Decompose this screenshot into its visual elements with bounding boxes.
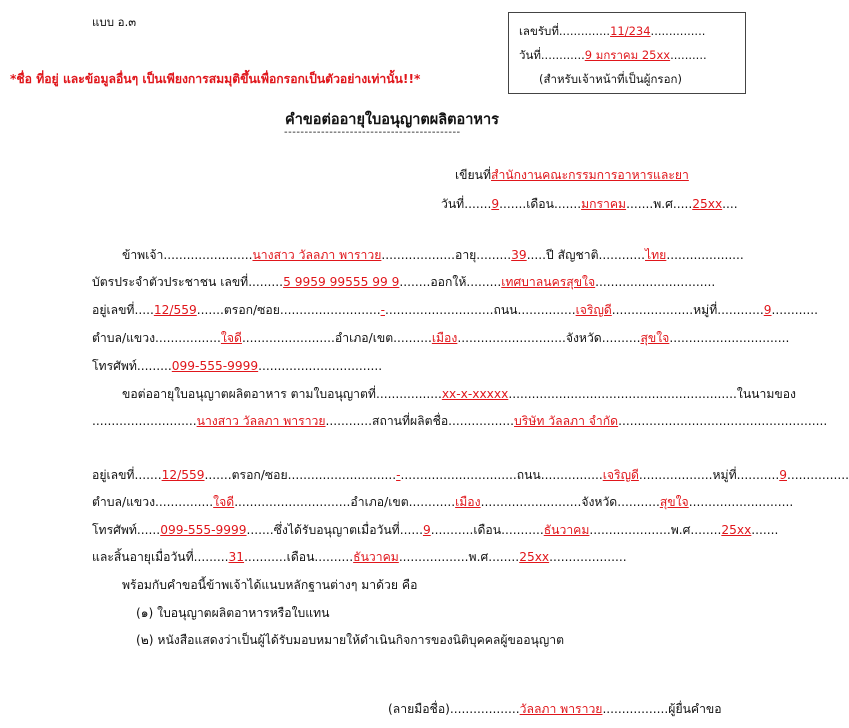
expiry-year: 25xx (519, 550, 550, 564)
form-code: แบบ อ.๓ (92, 15, 137, 29)
plant-district: เมือง (455, 495, 481, 509)
plant-name: บริษัท วัลลภา จำกัด (514, 414, 619, 428)
id-card-number: 5 9959 99555 99 9 (283, 275, 400, 289)
phone: 099-555-9999 (171, 359, 259, 373)
signature-name: วัลลภา พาราวย (519, 702, 603, 716)
permit-day: 9 (422, 523, 431, 537)
receipt-date-line: วันที่............9 มกราคม 25xx.......... (519, 48, 707, 62)
date-year: 25xx (692, 197, 723, 211)
written-at-line: เขียนที่สำนักงานคณะกรรมการอาหารและยา (455, 168, 689, 182)
plant-province: สุขใจ (659, 495, 689, 509)
page-title: คำขอต่ออายุใบอนุญาตผลิตอาหาร (285, 112, 499, 128)
warning-text: *ชื่อ ที่อยู่ และข้อมูลอื่นๆ เป็นเพียงการสมมุติขึ้นเพื่อกรอกเป็นตัวอย่างเท่านั้น!!* (10, 72, 421, 86)
title-underline: ------------------------------------------- (284, 127, 461, 138)
receipt-box (508, 12, 746, 94)
license-owner: นางสาว วัลลภา พาราวย (196, 414, 326, 428)
plant-line: ...........................นางสาว วัลลภา พาราวย............สถานที่ผลิตชื่อ.................บริษัท วัลลภา จำกัด...................................................... (92, 414, 828, 428)
plant-area-line: ตำบล/แขวง...............ใจดี..............................อำเภอ/เขต............เมือง..........................จังหวัด...........สุขใจ........................... (92, 495, 794, 509)
receipt-no: 11/234 (610, 24, 651, 38)
house-no: 12/559 (153, 303, 197, 317)
expiry-day: 31 (228, 550, 245, 564)
date-month: มกราคม (581, 197, 627, 211)
receipt-date: 9 มกราคม 25xx (584, 48, 671, 62)
applicant-line: ข้าพเจ้า.......................นางสาว วัลลภา พาราวย...................อายุ.........39.....ปี สัญชาติ............ไทย.................... (122, 248, 744, 262)
permit-month: ธันวาคม (543, 523, 590, 537)
signature-line: (ลายมือชื่อ)..................วัลลภา พาราวย.................ผู้ยื่นคำขอ (388, 702, 722, 716)
attachments-intro: พร้อมกับคำขอนี้ข้าพเจ้าได้แนบหลักฐานต่างๆ มาด้วย คือ (122, 578, 418, 592)
attachment-1: (๑) ใบอนุญาตผลิตอาหารหรือใบแทน (136, 606, 330, 620)
plant-phone: 099-555-9999 (160, 523, 247, 537)
attachment-2: (๒) หนังสือแสดงว่าเป็นผู้ได้รับมอบหมายให้ดำเนินกิจการของนิติบุคคลผู้ขออนุญาต (136, 633, 564, 647)
province: สุขใจ (640, 331, 670, 345)
plant-subdistrict: ใจดี (213, 495, 235, 509)
expiry-month: ธันวาคม (353, 550, 399, 564)
subdistrict: ใจดี (220, 331, 242, 345)
id-card-line: บัตรประจำตัวประชาชน เลขที่.........5 9959 99555 99 9........ออกให้.........เทศบาลนครสุขใจ............................... (92, 275, 716, 289)
license-line: ขอต่ออายุใบอนุญาตผลิตอาหาร ตามใบอนุญาตที่.................xx-x-xxxxx...........................................................ในนามของ (122, 387, 796, 401)
license-no: xx-x-xxxxx (441, 387, 509, 401)
permit-date-line: โทรศัพท์......099-555-9999.......ซึ่งได้รับอนุญาตเมื่อวันที่......9...........เดือน...........ธันวาคม.....................พ.ศ........25xx....... (92, 523, 779, 537)
plant-soi: - (396, 468, 401, 482)
phone-line: โทรศัพท์.........099-555-9999................................ (92, 359, 383, 373)
expiry-line: และสิ้นอายุเมื่อวันที่.........31...........เดือน..........ธันวาคม..................พ.ศ........25xx.................... (92, 550, 627, 564)
date-day: 9 (491, 197, 500, 211)
area-line: ตำบล/แขวง.................ใจดี........................อำเภอ/เขต..........เมือง............................จังหวัด..........สุขใจ............................... (92, 331, 790, 345)
id-issued-by: เทศบาลนครสุขใจ (501, 275, 596, 289)
date-line: วันที่.......9.......เดือน.......มกราคม.......พ.ศ.....25xx.... (441, 197, 738, 211)
plant-house-no: 12/559 (161, 468, 205, 482)
permit-year: 25xx (721, 523, 752, 537)
soi: - (380, 303, 385, 317)
moo: 9 (763, 303, 772, 317)
written-at: สำนักงานคณะกรรมการอาหารและยา (491, 168, 689, 182)
plant-moo: 9 (779, 468, 787, 482)
district: เมือง (431, 331, 458, 345)
applicant-name: นางสาว วัลลภา พาราวย (252, 248, 382, 262)
applicant-age: 39 (511, 248, 527, 262)
applicant-nationality: ไทย (645, 248, 667, 262)
address-line: อยู่เลขที่.....12/559.......ตรอก/ซอย..........................-............................ถนน...............เจริญดี.....................หมู่ที่............9............ (92, 303, 818, 317)
receipt-no-line: เลขรับที่..............11/234............... (519, 24, 706, 38)
plant-address-line: อยู่เลขที่.......12/559.......ตรอก/ซอย............................-..............................ถนน................เจริญดี...................หมู่ที่...........9................ (92, 468, 849, 482)
plant-road: เจริญดี (602, 468, 639, 482)
receipt-note: (สำหรับเจ้าหน้าที่เป็นผู้กรอก) (539, 72, 682, 86)
road: เจริญดี (575, 303, 612, 317)
